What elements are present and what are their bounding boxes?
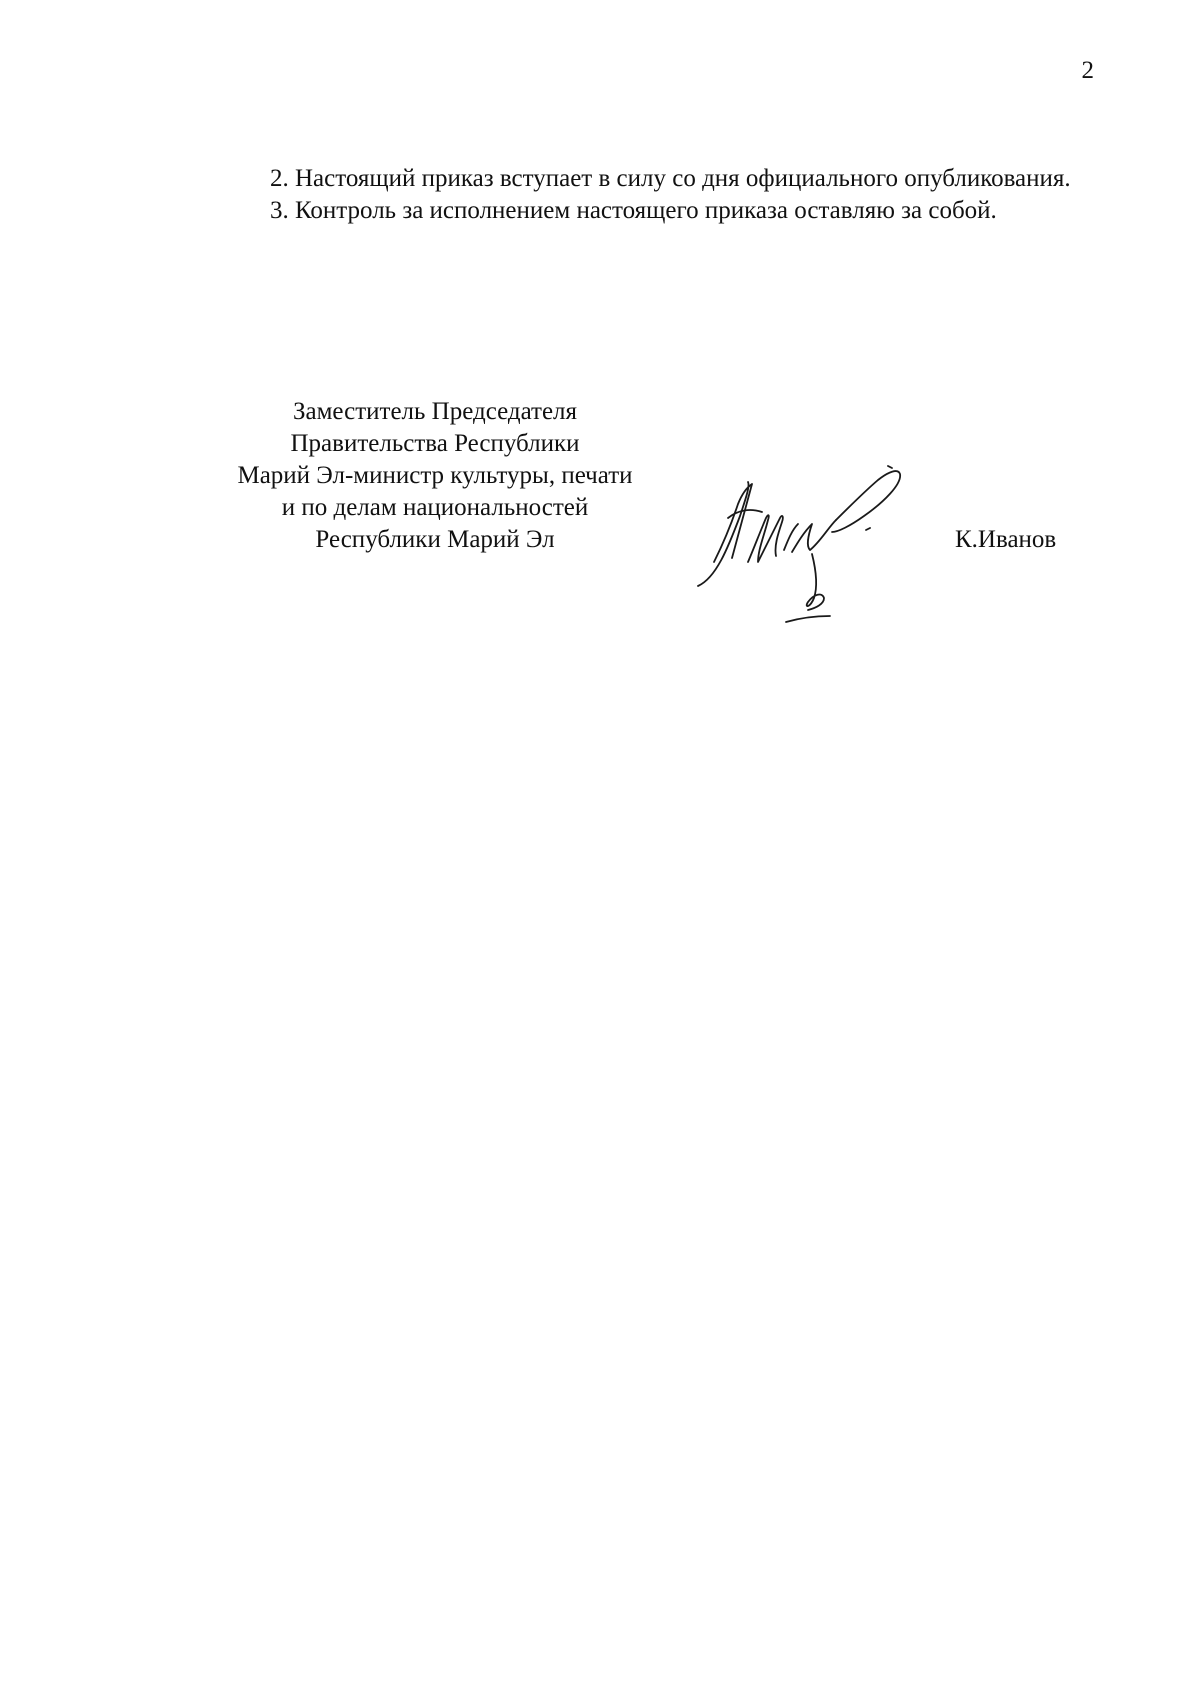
signatory-title-line: Республики Марий Эл bbox=[315, 526, 555, 553]
signatory-title-line: и по делам национальностей bbox=[281, 494, 589, 521]
handwritten-signature bbox=[688, 458, 948, 638]
signatory-title-line: Правительства Республики bbox=[290, 430, 580, 457]
signatory-title-line: Марий Эл-министр культуры, печати bbox=[237, 462, 633, 489]
signatory-name: К.Иванов bbox=[955, 526, 1057, 553]
signatory-title bbox=[195, 396, 675, 556]
signatory-title-line: Заместитель Председателя bbox=[292, 398, 578, 425]
page-number: 2 bbox=[1081, 57, 1094, 84]
paragraph-control: 3. Контроль за исполнением настоящего приказа оставляю за собой. bbox=[270, 197, 997, 224]
paragraph-effective-date: 2. Настоящий приказ вступает в силу со дня официального опубликования. bbox=[270, 165, 1071, 192]
document-body bbox=[200, 163, 1092, 227]
